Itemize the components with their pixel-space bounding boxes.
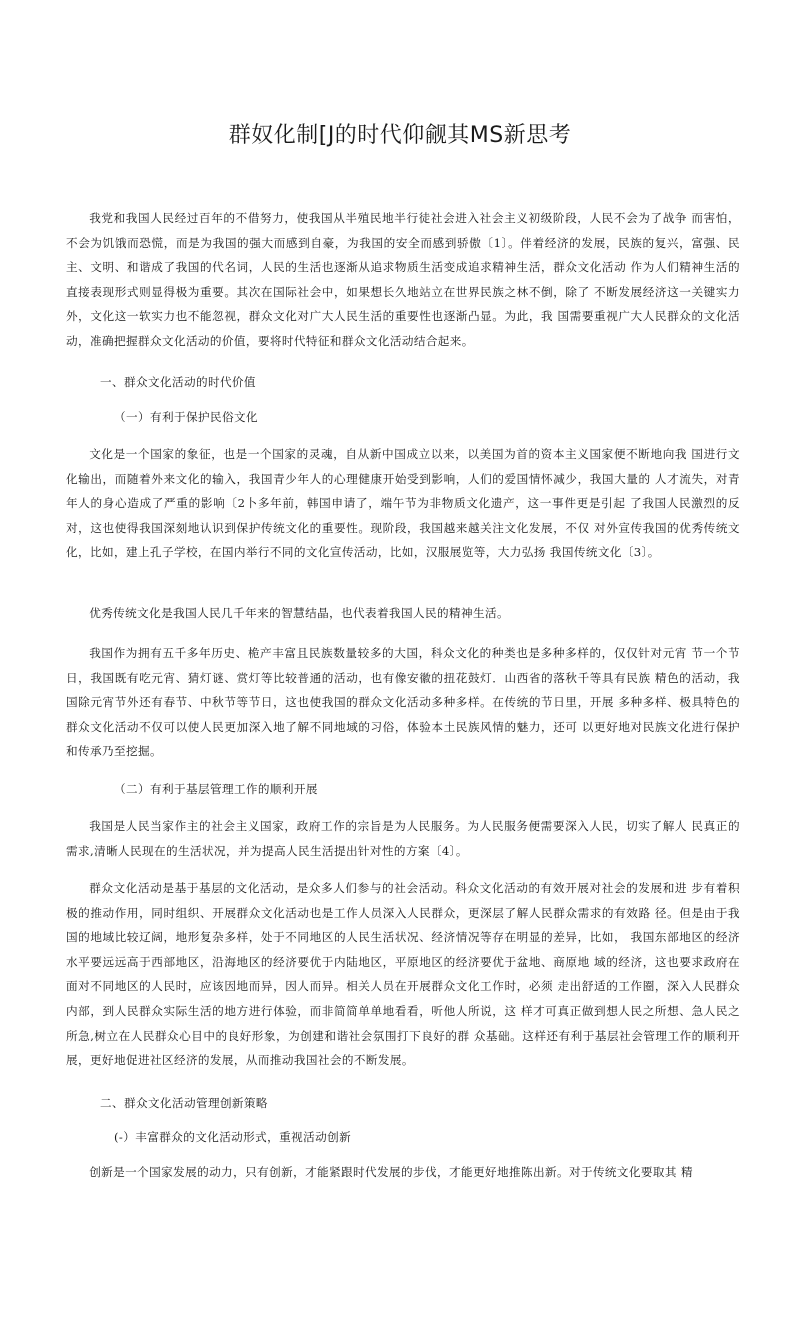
subsection-heading-3: (-）丰富群众的文化活动形式，重视活动创新 (114, 1130, 352, 1144)
paragraph-grassroots: 群众文化活动是基于基层的文化活动，是众多人们参与的社会活动。科众文化活动的有效开展对社会的发展和进 步有着积极的推动作用，同时组织、开展群众文化活动也是工作人员深入人民群众，更深层了解人民群众需求的有效路 径。但是由于我国的地域比较辽阔，地形复杂多样，处于不同地区的人民生活状况、经济情况等存在明显的差异，比如， 我国东部地区的经济水平要远远高于西部地区，沿海地区的经济要优于内陆地区，平原地区的经济要优于盆地、商原地 域的经济，这也要求政府在面对不同地区的人民时，应该因地而异，因人而异。相关人员在开展群众文化工作时，必须 走出舒适的工作圈，深入人民群众内部，到人民群众实际生活的地方进行体验，而非简简单单地看看，听他人所说，这 样才可真正做到想人民之所想、急人民之所急,树立在人民群众心目中的良好形象，为创建和谐社会氛围打下良好的群 众基础。这样还有利于基层社会管理工作的顺利开展，更好地促进社区经济的发展，从而推动我国社会的不断发展。 (66, 881, 740, 1068)
paragraph-wisdom: 优秀传统文化是我国人民几千年来的智慧结晶，也代表着我国人民的精神生活。 (89, 606, 509, 620)
page-title: 群奴化制[J的时代仰觎其MS新思考 (228, 123, 572, 148)
paragraph-festivals: 我国作为拥有五千多年历史、桅产丰富且民族数量较多的大国，科众文化的种类也是多种多样的，仅仅针对元宵 节一个节日，我国既有吃元宵、猜灯谜、赏灯等比较普通的活动，也有像安徽的扭花鼓灯．山西省的落秋千等具有民族 精色的活动，我国除元宵节外还有春节、中秋节等节日，这也使我国的群众文化活动多种多样。在传统的节日里，开展 多种多样、极具特色的群众文化活动不仅可以使人民更加深入地了解不同地域的习俗，体验本土民族风情的魅力，还可 以更好地对民族文化进行保护和传承乃至挖掘。 (66, 646, 740, 759)
subsection-heading-1: （一）有利于保护民俗文化 (114, 410, 258, 424)
section-heading-2: 二、群众文化活动管理创新策略 (100, 1096, 268, 1110)
paragraph-innovation: 创新是一个国家发展的动力，只有创新，才能紧跟时代发展的步伐，才能更好地推陈出新。对于传统文化要取其 精 (89, 1165, 693, 1179)
subsection-heading-2: （二）有利于基层管理工作的顺利开展 (114, 782, 318, 796)
paragraph-culture-symbol: 文化是一个国家的象征，也是一个国家的灵魂，自从新中国成立以来，以美国为首的资本主义国家便不断地向我 国进行文化输出，而随着外来文化的输入，我国青少年人的心理健康开始受到影响，人们的爱国情怀减少，我国大量的 人才流失，对青年人的身心造成了严重的影响〔2卜多年前，韩国申请了，端午节为非物质文化遗产，这一事件更是引起 了我国人民激烈的反对，这也使得我国深刻地认识到保护传统文化的重要性。现阶段，我国越来越关注文化发展，不仅 对外宣传我国的优秀传统文化，比如，建上孔子学校，在国内举行不同的文化宣传活动，比如，汉服展览等，大力弘扬 我国传统文化〔3〕。 (66, 447, 740, 560)
section-heading-1: 一、群众文化活动的时代价值 (100, 375, 256, 389)
paragraph-people-service: 我国是人民当家作主的社会主义国家，政府工作的宗旨是为人民服务。为人民服务便需要深入人民，切实了解人 民真正的需求,清晰人民现在的生活状况，并为提高人民生活提出针对性的方案〔4〕。 (66, 819, 740, 858)
intro-paragraph: 我党和我国人民经过百年的不借努力，使我国从半殖民地半行徒社会进入社会主义初级阶段，人民不会为了战争 而害怕，不会为饥饿而恐慌，而是为我国的强大而感到自豪，为我国的安全而感到骄傲〔1〕。伴着经济的发展，民族的复兴，富强、民主、文明、和谐成了我国的代名词，人民的生活也逐渐从追求物质生活变成追求精神生活，群众文化活动 作为人们精神生活的直接表现形式则显得极为重要。其次在国际社会中，如果想长久地站立在世界民族之林不倒，除了 不断发展经济这一关键实力外，文化这一软实力也不能忽视，群众文化对广大人民生活的重要性也逐渐凸显。为此，我 国需要重视广大人民群众的文化活动，准确把握群众文化活动的价值，要将时代特征和群众文化活动结合起来。 (66, 211, 740, 348)
